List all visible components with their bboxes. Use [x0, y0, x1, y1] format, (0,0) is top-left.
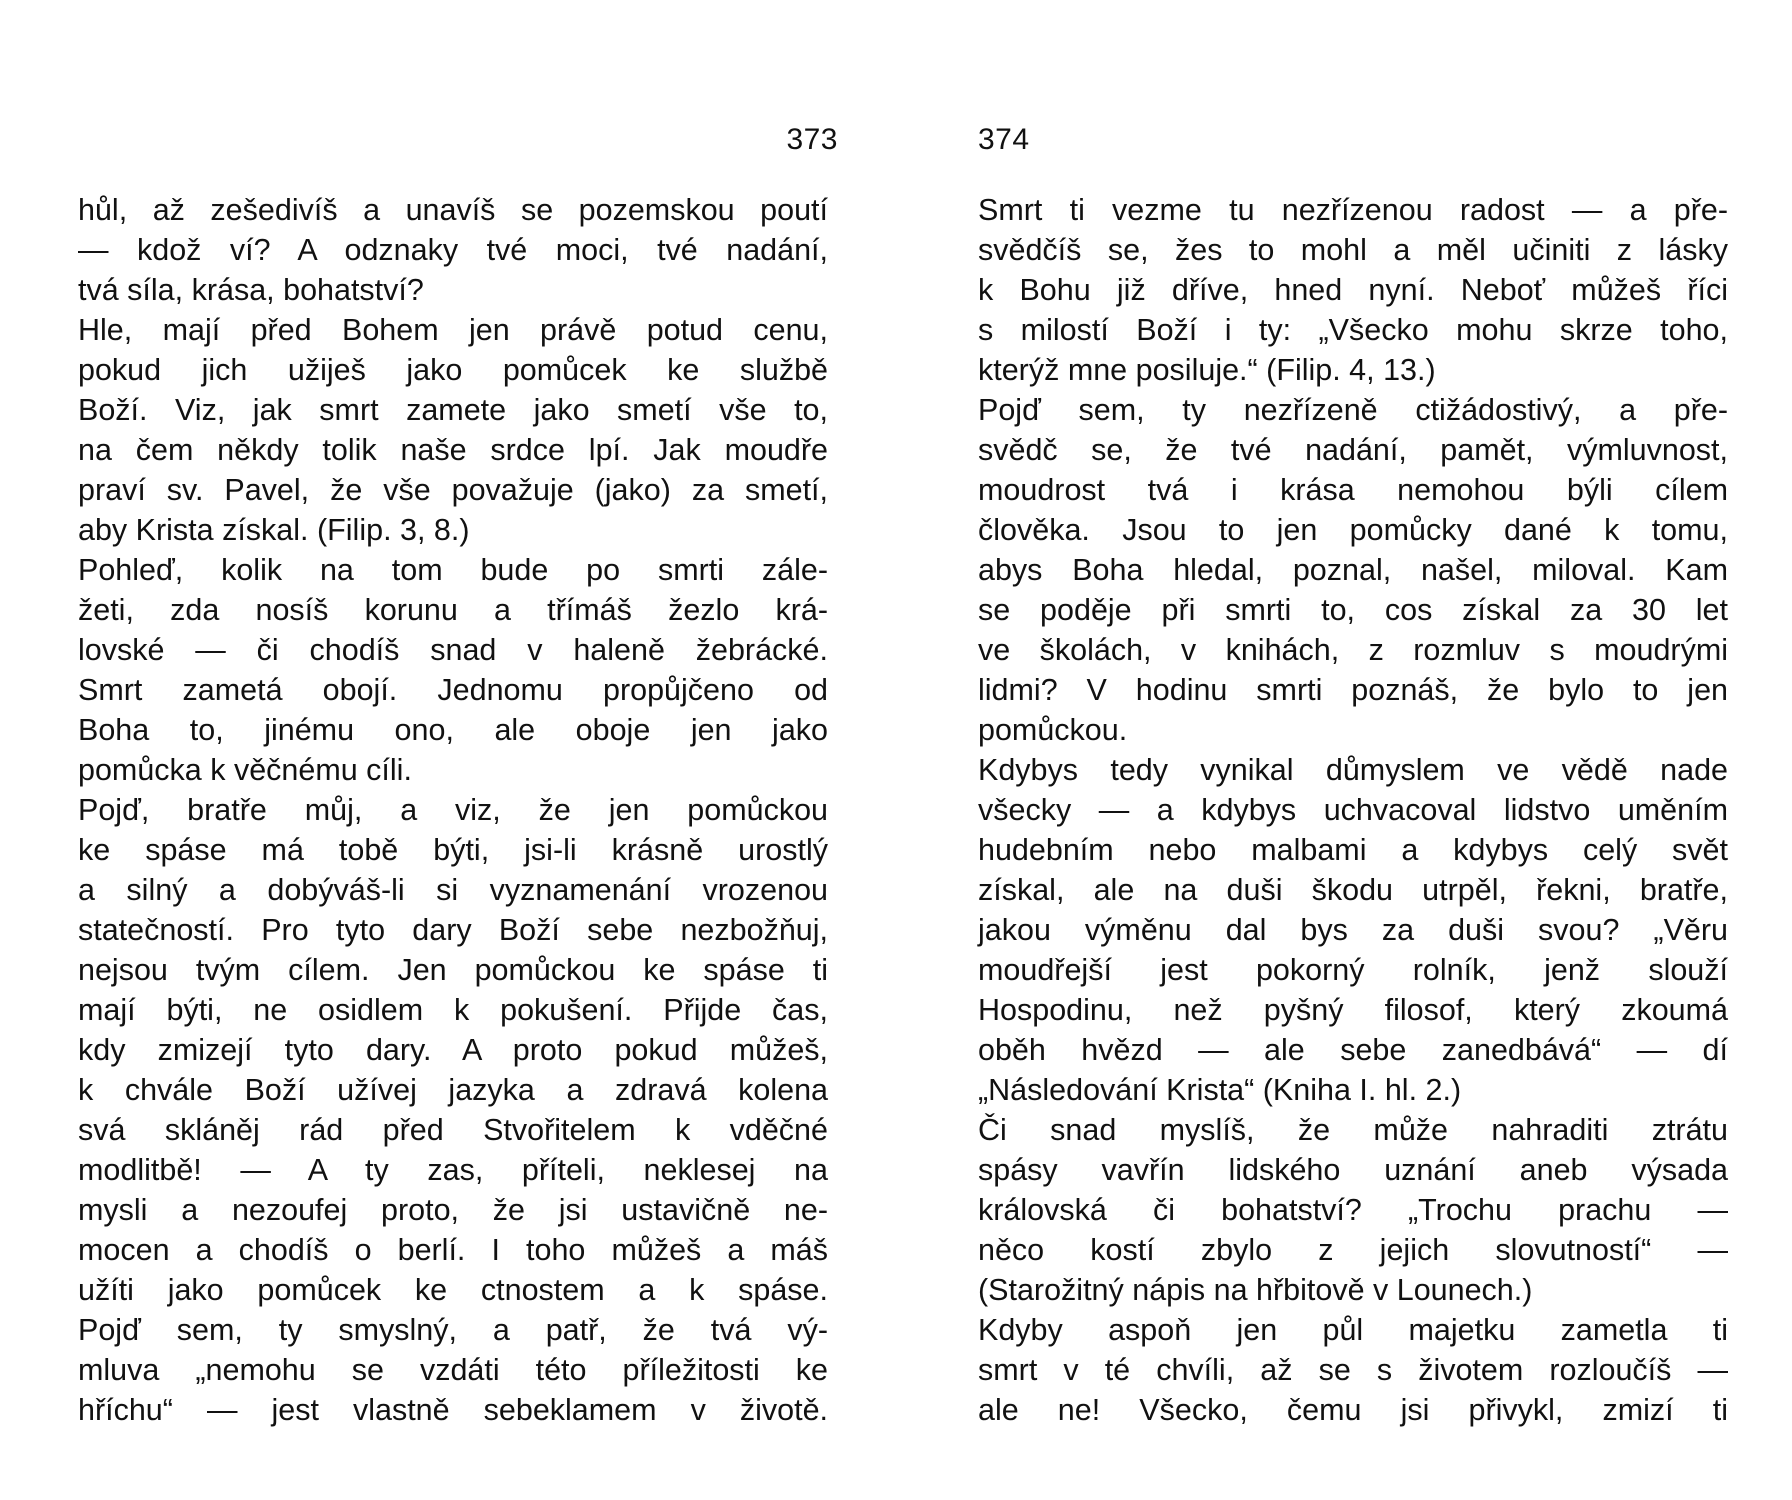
text-line: mysli a nezoufej proto, že jsi ustavičně ne-	[78, 1193, 828, 1227]
text-line: Pojď sem, ty nezřízeně ctižádostivý, a pře-	[978, 393, 1728, 427]
text-line: Kdyby aspoň jen půl majetku zametla ti	[978, 1313, 1728, 1347]
text-line: žeti, zda nosíš korunu a třímáš žezlo krá-	[78, 593, 828, 627]
text-line: spásy vavřín lidského uznání aneb výsada	[978, 1153, 1728, 1187]
text-line: ke spáse má tobě býti, jsi-li krásně urostlý	[78, 833, 828, 867]
text-line: Pojď sem, ty smyslný, a patř, že tvá vý-	[78, 1313, 828, 1347]
text-line: hůl, až zešedivíš a unavíš se pozemskou poutí	[78, 193, 828, 227]
text-line: kdy zmizejí tyto dary. A proto pokud můžeš,	[78, 1033, 828, 1067]
text-line: královská či bohatství? „Trochu prachu —	[978, 1193, 1728, 1227]
text-line: užíti jako pomůcek ke ctnostem a k spáse.	[78, 1273, 828, 1307]
text-line: modlitbě! — A ty zas, příteli, neklesej na	[78, 1153, 828, 1187]
text-line: mluva „nemohu se vzdáti této příležitosti ke	[78, 1353, 828, 1387]
text-line: pomůckou.	[978, 713, 1128, 747]
text-line: Či snad myslíš, že může nahraditi ztrátu	[978, 1113, 1728, 1147]
text-line: nejsou tvým cílem. Jen pomůckou ke spáse ti	[78, 953, 828, 987]
text-line: hudebním nebo malbami a kdybys celý svět	[978, 833, 1728, 867]
text-line: (Starožitný nápis na hřbitově v Lounech.)	[978, 1273, 1533, 1307]
page-number-right: 374	[978, 123, 1030, 156]
text-line: oběh hvězd — ale sebe zanedbává“ — dí	[978, 1033, 1728, 1067]
text-line: moudřejší jest pokorný rolník, jenž slouží	[978, 953, 1728, 987]
text-line: Smrt ti vezme tu nezřízenou radost — a pře-	[978, 193, 1728, 227]
text-line: — kdož ví? A odznaky tvé moci, tvé nadání,	[78, 233, 828, 267]
text-line: praví sv. Pavel, že vše považuje (jako) za smetí,	[78, 473, 828, 507]
text-line: tvá síla, krása, bohatství?	[78, 273, 424, 307]
text-line: Smrt zametá obojí. Jednomu propůjčeno od	[78, 673, 828, 707]
text-line: Boží. Viz, jak smrt zamete jako smetí vše to,	[78, 393, 828, 427]
text-line: ale ne! Všecko, čemu jsi přivykl, zmizí ti	[978, 1393, 1728, 1427]
text-line: statečností. Pro tyto dary Boží sebe nezbožňuj,	[78, 913, 828, 947]
text-line: smrt v té chvíli, až se s životem rozloučíš —	[978, 1353, 1728, 1387]
text-line: něco kostí zbylo z jejich slovutností“ —	[978, 1233, 1728, 1267]
text-line: svědč se, že tvé nadání, pamět, výmluvnost,	[978, 433, 1728, 467]
text-line: všecky — a kdybys uchvacoval lidstvo uměním	[978, 793, 1728, 827]
text-line: se poděje při smrti to, cos získal za 30 let	[978, 593, 1728, 627]
text-line: „Následování Krista“ (Kniha I. hl. 2.)	[978, 1073, 1462, 1107]
text-line: mocen a chodíš o berlí. I toho můžeš a máš	[78, 1233, 828, 1267]
text-line: svědčíš se, žes to mohl a měl učiniti z lásky	[978, 233, 1728, 267]
text-line: mají býti, ne osidlem k pokušení. Přijde čas,	[78, 993, 828, 1027]
text-line: Hospodinu, než pyšný filosof, který zkoumá	[978, 993, 1728, 1027]
text-line: kterýž mne posiluje.“ (Filip. 4, 13.)	[978, 353, 1436, 387]
text-line: člověka. Jsou to jen pomůcky dané k tomu,	[978, 513, 1728, 547]
right-page-text	[978, 190, 1728, 1430]
text-line: ve školách, v knihách, z rozmluv s moudrými	[978, 633, 1728, 667]
left-page-text	[78, 190, 828, 1430]
text-line: Hle, mají před Bohem jen právě potud cenu,	[78, 313, 828, 347]
page-number-left: 373	[786, 123, 838, 156]
text-line: pomůcka k věčnému cíli.	[78, 753, 412, 787]
text-line: moudrost tvá i krása nemohou býli cílem	[978, 473, 1728, 507]
text-line: lidmi? V hodinu smrti poznáš, že bylo to jen	[978, 673, 1728, 707]
text-line: s milostí Boží i ty: „Všecko mohu skrze toho,	[978, 313, 1728, 347]
text-line: získal, ale na duši škodu utrpěl, řekni, bratře,	[978, 873, 1728, 907]
text-line: abys Boha hledal, poznal, našel, miloval. Kam	[978, 553, 1728, 587]
text-line: na čem někdy tolik naše srdce lpí. Jak moudře	[78, 433, 828, 467]
text-line: svá skláněj rád před Stvořitelem k vděčné	[78, 1113, 828, 1147]
left-page	[78, 0, 838, 1500]
text-line: Kdybys tedy vynikal důmyslem ve vědě nade	[978, 753, 1728, 787]
text-line: Pohleď, kolik na tom bude po smrti zále-	[78, 553, 828, 587]
text-line: lovské — či chodíš snad v haleně žebrácké.	[78, 633, 828, 667]
text-line: Pojď, bratře můj, a viz, že jen pomůckou	[78, 793, 828, 827]
text-line: aby Krista získal. (Filip. 3, 8.)	[78, 513, 470, 547]
text-line: pokud jich užiješ jako pomůcek ke službě	[78, 353, 828, 387]
text-line: a silný a dobýváš-li si vyznamenání vrozenou	[78, 873, 828, 907]
text-line: k chvále Boží užívej jazyka a zdravá kolena	[78, 1073, 828, 1107]
text-line: k Bohu již dříve, hned nyní. Neboť můžeš říci	[978, 273, 1728, 307]
text-line: Boha to, jinému ono, ale oboje jen jako	[78, 713, 828, 747]
right-page	[978, 0, 1738, 1500]
text-line: jakou výměnu dal bys za duši svou? „Věru	[978, 913, 1728, 947]
text-line: hříchu“ — jest vlastně sebeklamem v životě.	[78, 1393, 828, 1427]
